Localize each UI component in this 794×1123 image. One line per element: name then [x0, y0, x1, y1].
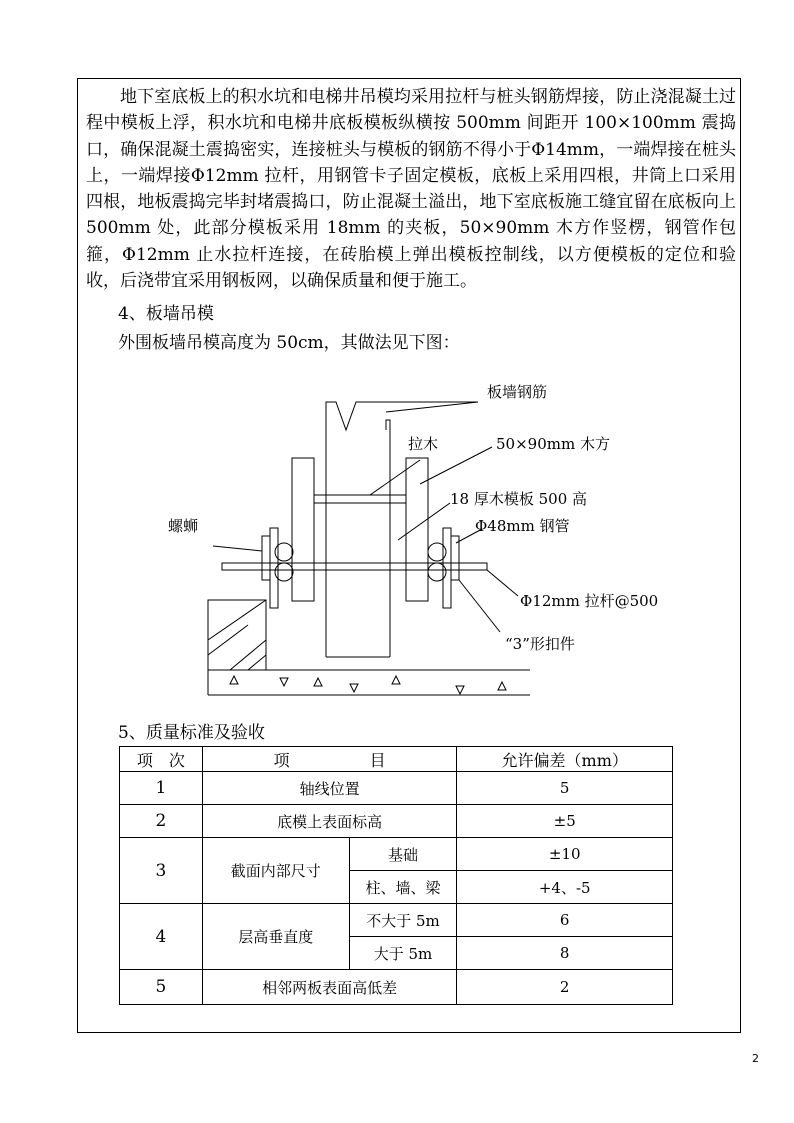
row-item: 截面内部尺寸: [202, 838, 349, 904]
label-clip: “3”形扣件: [505, 635, 575, 653]
label-plywood: 18 厚木模板 500 高: [450, 490, 588, 508]
row-item: 相邻两板表面高低差: [202, 970, 457, 1005]
row-sub-item: 不大于 5m: [349, 904, 457, 937]
header-no: 项 次: [120, 747, 203, 772]
row-tolerance: 8: [457, 937, 673, 970]
row-sub-item: 柱、墙、梁: [349, 871, 457, 904]
table-row: [120, 805, 673, 838]
row-tolerance: ±5: [457, 805, 673, 838]
row-tolerance: 6: [457, 904, 673, 937]
intro-paragraph: 地下室底板上的积水坑和电梯井吊模均采用拉杆与桩头钢筋焊接，防止浇混凝土过程中模板上浮，积水坑和电梯井底板模板纵横按 500mm 间距开 100×100mm 震捣口，确保混凝土震捣密实，连接桩头与模板的钢筋不得小于Φ14mm，一端焊接在桩头上，一端焊接Φ12mm 拉杆，用钢管卡子固定模板，底板上采用四根，井筒上口采用四根，地板震捣完毕封堵震捣口，防止混凝土溢出，地下室底板施工缝宜留在底板向上 500mm 处，此部分模板采用 18mm 的夹板，50×90mm 木方作竖楞，钢管作包箍，Φ12mm 止水拉杆连接，在砖胎模上弹出模板控制线，以方便模板的定位和验收，后浇带宜采用钢板网，以确保质量和便于施工。: [86, 87, 736, 292]
row-item: 轴线位置: [202, 772, 457, 805]
header-tolerance: 允许偏差（mm）: [457, 747, 673, 772]
label-tie-wood: 拉木: [408, 435, 439, 453]
label-timber: 50×90mm 木方: [496, 435, 610, 453]
row-sub-item: 大于 5m: [349, 937, 457, 970]
label-pipe: Φ48mm 钢管: [475, 517, 570, 535]
section5-heading: 5、质量标准及验收: [118, 723, 265, 743]
page-number: 2: [752, 1052, 759, 1065]
table-row: [120, 772, 673, 805]
table-row: [120, 970, 673, 1005]
section4-description: 外围板墙吊模高度为 50cm，其做法见下图：: [118, 333, 460, 353]
row-tolerance: 2: [457, 970, 673, 1005]
row-no: 3: [120, 838, 203, 904]
table-row: [120, 904, 673, 937]
row-no: 1: [120, 772, 203, 805]
row-item: 底模上表面标高: [202, 805, 457, 838]
row-no: 4: [120, 904, 203, 970]
section4-heading: 4、板墙吊模: [118, 304, 214, 324]
row-no: 5: [120, 970, 203, 1005]
quality-standard-table: [119, 746, 673, 1005]
label-tie-rod: Φ12mm 拉杆@500: [520, 592, 659, 610]
label-nut: 螺蛳: [168, 517, 199, 535]
row-item: 层高垂直度: [202, 904, 349, 970]
row-no: 2: [120, 805, 203, 838]
row-tolerance: ±10: [457, 838, 673, 871]
table-header-row: [120, 747, 673, 772]
table-row: [120, 838, 673, 871]
row-tolerance: 5: [457, 772, 673, 805]
row-sub-item: 基础: [349, 838, 457, 871]
row-tolerance: +4、-5: [457, 871, 673, 904]
label-rebar: 板墙钢筋: [487, 383, 548, 401]
header-item: 项 目: [202, 747, 457, 772]
